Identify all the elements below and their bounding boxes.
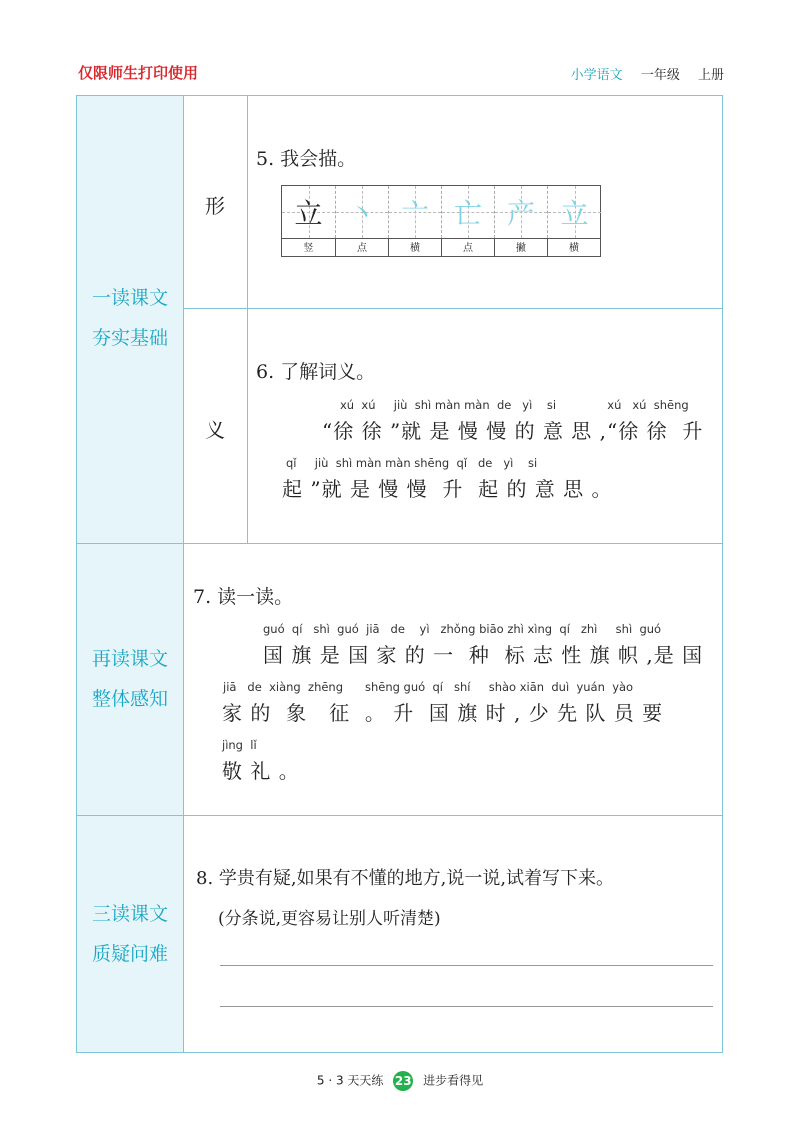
q6-text-1: “徐 徐 ”就 是 慢 慢 的 意 思 ,“徐 徐 升 — [322, 419, 704, 443]
grid-cell-stroke-5[interactable] — [548, 186, 601, 238]
grade-label: 一年级 — [640, 68, 680, 83]
stroke-4: 产 — [506, 197, 535, 230]
q7-text-2: 家 的 象 征 。 升 国 旗 时 , 少 先 队 员 要 — [222, 701, 664, 725]
volume-label: 上册 — [697, 68, 724, 83]
q7-text-3: 敬 礼 。 — [222, 759, 300, 783]
stroke-grid — [281, 185, 601, 257]
section-3-title — [77, 894, 183, 974]
stroke-2: 亠 — [400, 197, 429, 230]
section-3-line2: 质疑问难 — [91, 943, 168, 965]
print-notice: 仅限师生打印使用 — [78, 64, 199, 82]
row-divider-2 — [77, 815, 723, 816]
q6-title: 6. 了解词义。 — [256, 361, 376, 383]
section-2-line1: 再读课文 — [91, 648, 168, 670]
q7-pinyin-2: jiā de xiàng zhēng shēng guó qí shí shào xiān duì yuán yào — [223, 680, 634, 694]
section-2-line2: 整体感知 — [91, 688, 168, 710]
q7-pinyin-3: jìng lǐ — [222, 738, 257, 752]
book-info — [571, 64, 724, 83]
q6-pinyin-2: qǐ jiù shì màn màn shēng qǐ de yì si — [286, 456, 538, 470]
answer-line-2[interactable] — [220, 1006, 713, 1007]
section-2-title — [77, 639, 183, 719]
stroke-label-5: 撇 — [495, 238, 548, 257]
section-1-line2: 夯实基础 — [91, 327, 168, 349]
answer-line-1[interactable] — [220, 965, 713, 966]
stroke-1: 丶 — [347, 197, 376, 230]
grid-cell-stroke-2[interactable] — [389, 186, 442, 238]
column-divider — [183, 96, 184, 1052]
q7-pinyin-1: guó qí shì guó jiā de yì zhǒng biāo zhì xìng qí zhì shì guó — [263, 622, 662, 636]
stroke-3: 亡 — [453, 197, 482, 230]
section-1-title — [77, 278, 183, 358]
stroke-label-6: 横 — [548, 238, 600, 257]
subject-label: 小学语文 — [570, 68, 623, 83]
footer — [0, 1071, 800, 1091]
q6-pinyin-1: xú xú jiù shì màn màn de yì si xú xú shēng — [340, 398, 689, 412]
stroke-label-2: 点 — [336, 238, 389, 257]
page-number: 23 — [393, 1071, 413, 1091]
stroke-label-3: 横 — [389, 238, 442, 257]
q7-title: 7. 读一读。 — [193, 586, 294, 608]
q8-title: 8. 学贵有疑,如果有不懂的地方,说一说,试着写下来。 — [196, 868, 615, 889]
q7-text-1: 国 旗 是 国 家 的 一 种 标 志 性 旗 帜 ,是 国 — [263, 643, 704, 667]
footer-brand: 5 · 3 天天练 — [316, 1073, 384, 1088]
meaning-label: 义 — [205, 418, 225, 442]
section-1-line1: 一读课文 — [91, 287, 168, 309]
grid-cell-stroke-1[interactable] — [336, 186, 389, 238]
grid-cell-stroke-4[interactable] — [495, 186, 548, 238]
model-char: 立 — [294, 197, 323, 230]
footer-slogan: 进步看得见 — [423, 1073, 484, 1088]
grid-cell-char — [282, 186, 336, 238]
section-3-line1: 三读课文 — [91, 903, 168, 925]
q6-text-2: 起 ”就 是 慢 慢 升 起 的 意 思 。 — [282, 477, 613, 501]
shape-label: 形 — [205, 194, 225, 218]
stroke-5: 立 — [560, 197, 589, 230]
row-divider-1 — [77, 543, 723, 544]
stroke-label-1: 竖 — [282, 238, 336, 257]
sublabel-divider — [247, 96, 248, 543]
grid-cell-stroke-3[interactable] — [442, 186, 495, 238]
row-divider-shape — [183, 308, 723, 309]
q5-title: 5. 我会描。 — [256, 148, 357, 170]
stroke-label-4: 点 — [442, 238, 495, 257]
q8-hint: (分条说,更容易让别人听清楚) — [218, 909, 441, 929]
